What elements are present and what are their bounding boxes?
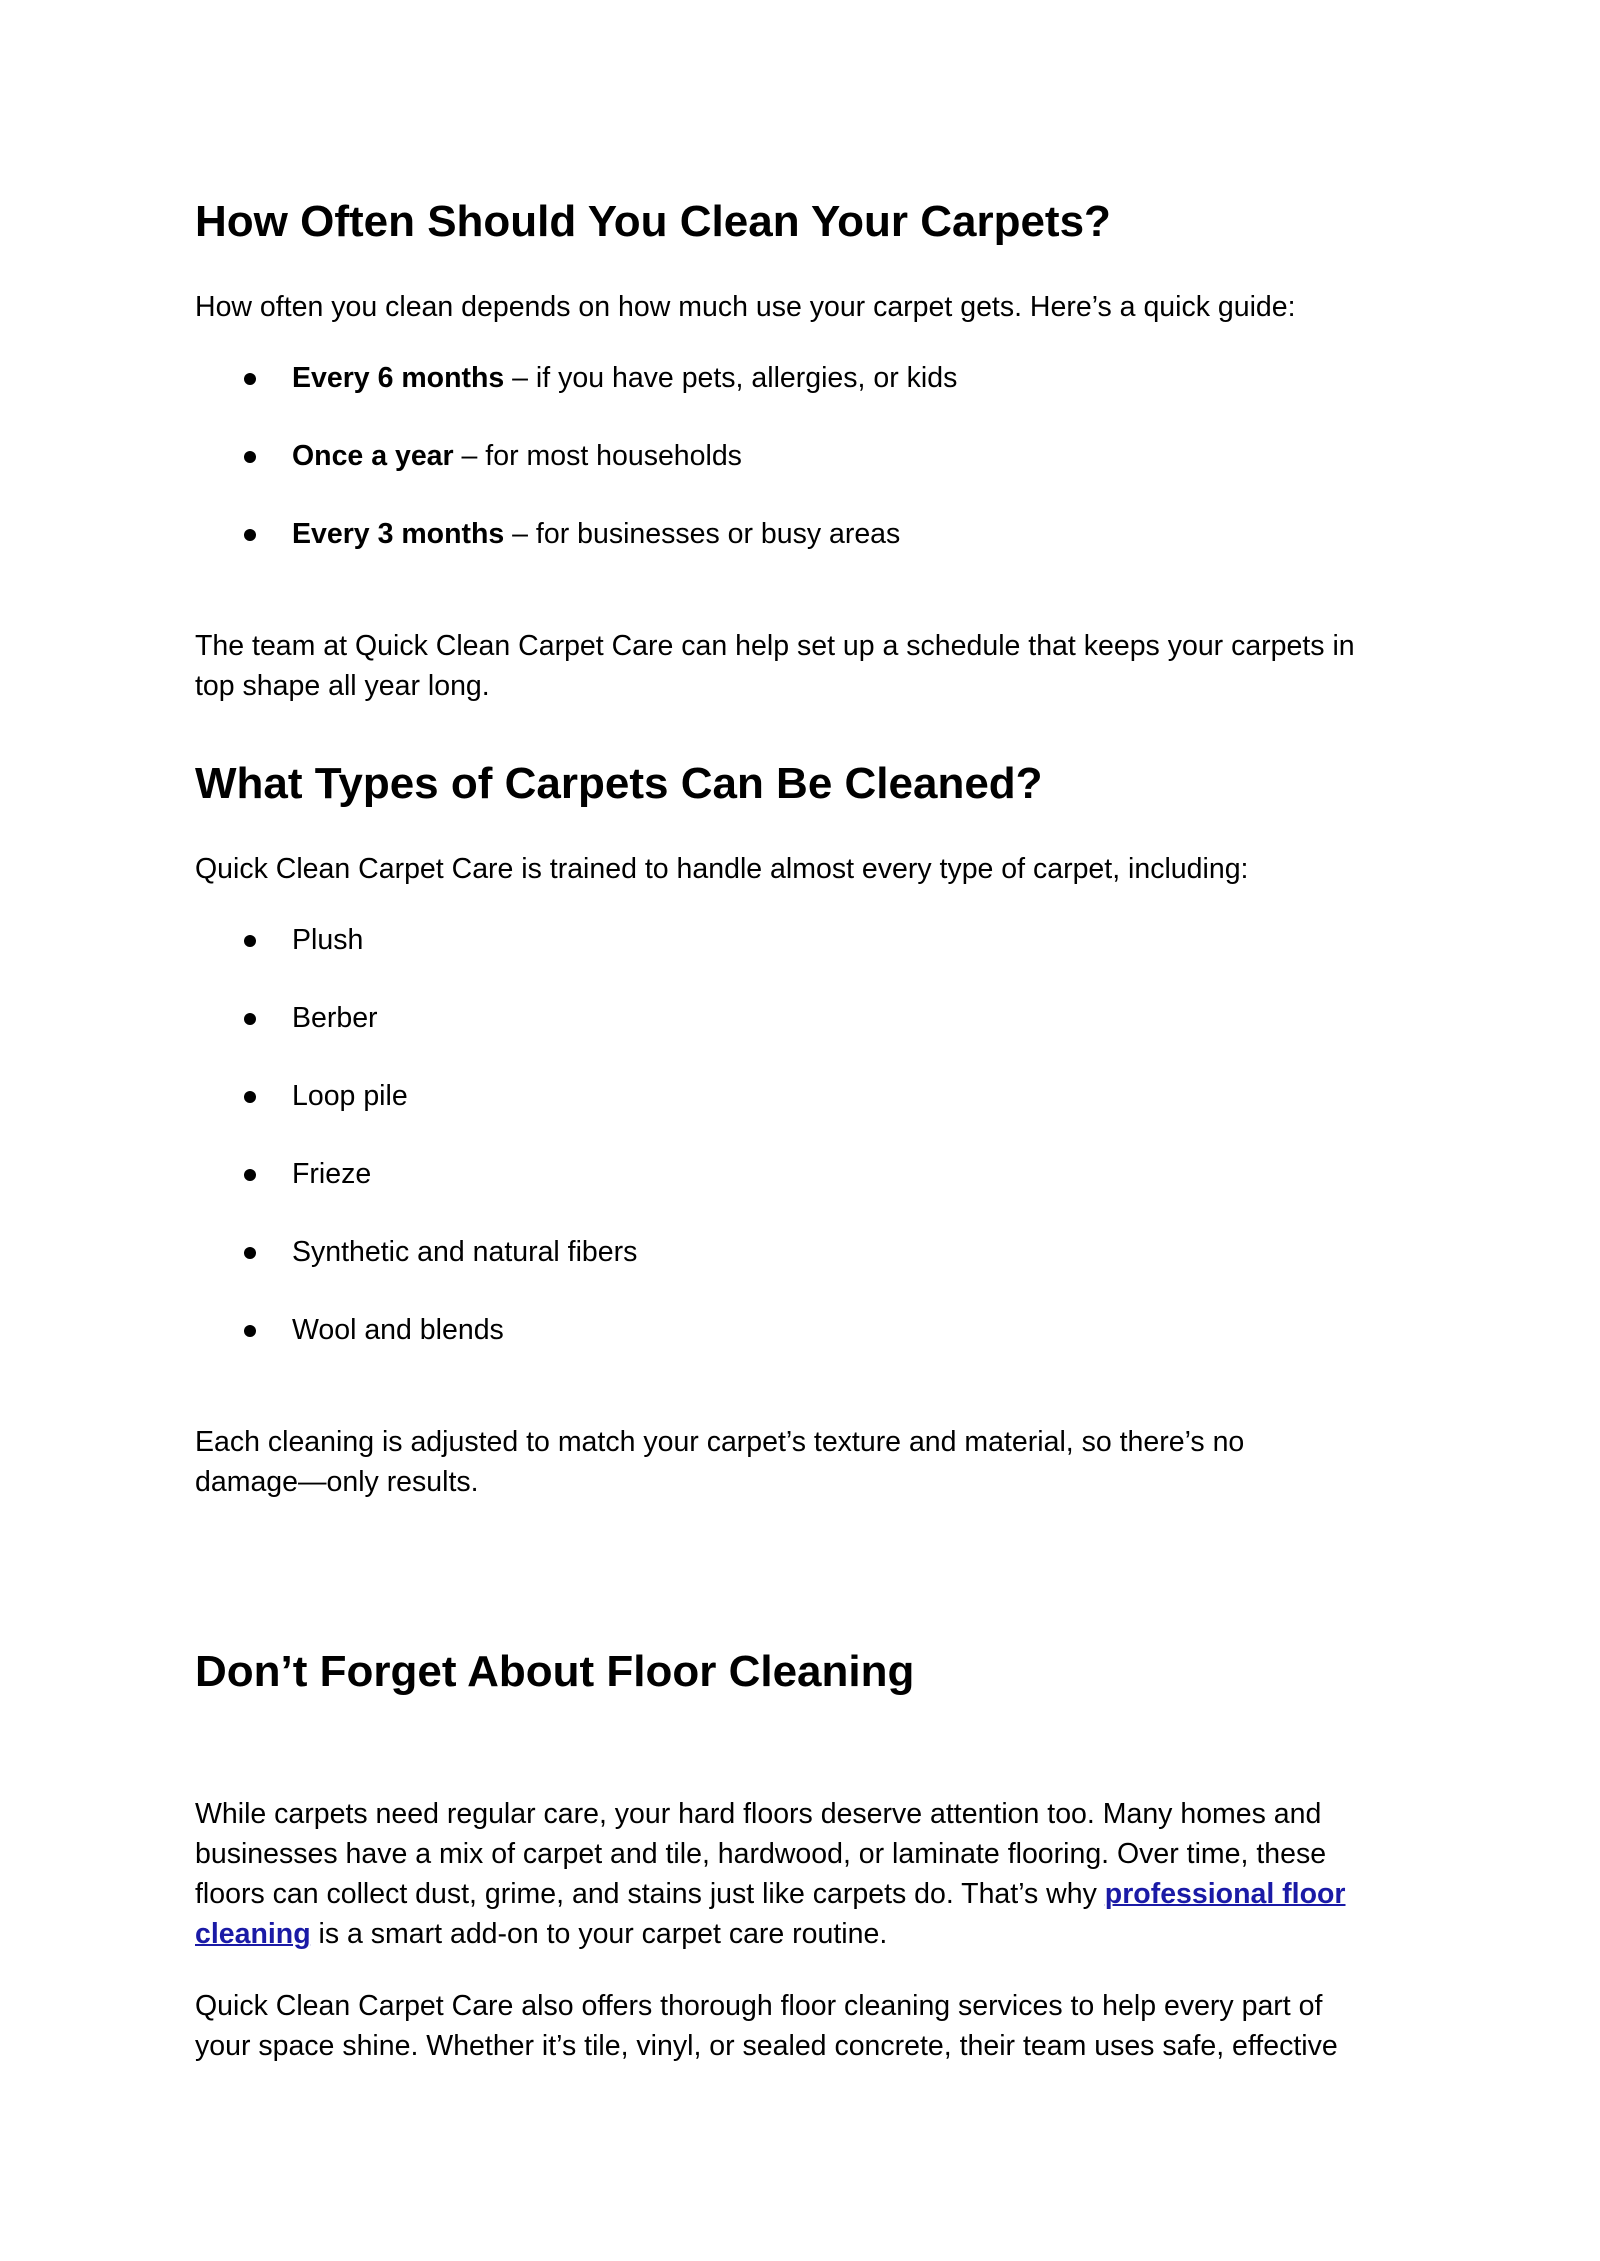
paragraph-line: While carpets need regular care, your hard floors deserve attention too. Many homes and <box>195 1798 1322 1830</box>
carpet-type: Plush <box>292 924 364 956</box>
paragraph-text: is a smart add-on to your carpet care routine. <box>310 1918 888 1950</box>
bullet-icon <box>244 529 256 541</box>
bullet-icon <box>244 1325 256 1337</box>
heading-how-often: How Often Should You Clean Your Carpets? <box>195 197 1111 246</box>
carpet-type: Wool and blends <box>292 1314 504 1346</box>
frequency-label: Every 6 months <box>292 362 505 394</box>
carpet-type: Synthetic and natural fibers <box>292 1236 638 1268</box>
paragraph-line: Quick Clean Carpet Care also offers thorough floor cleaning services to help every part of <box>195 1990 1323 2022</box>
bullet-icon <box>244 1169 256 1181</box>
heading-floor-cleaning: Don’t Forget About Floor Cleaning <box>195 1647 915 1696</box>
paragraph-line <box>195 1874 1346 1914</box>
closing-line: The team at Quick Clean Carpet Care can help set up a schedule that keeps your carpets in <box>195 630 1355 662</box>
bullet-icon <box>244 935 256 947</box>
intro-carpet-types: Quick Clean Carpet Care is trained to handle almost every type of carpet, including: <box>195 853 1249 885</box>
closing-line: top shape all year long. <box>195 670 490 702</box>
frequency-desc: – if you have pets, allergies, or kids <box>504 362 958 394</box>
paragraph-text: floors can collect dust, grime, and stains just like carpets do. That’s why <box>195 1878 1105 1910</box>
carpet-type: Frieze <box>292 1158 372 1190</box>
closing-line: damage—only results. <box>195 1466 479 1498</box>
closing-line: Each cleaning is adjusted to match your carpet’s texture and material, so there’s no <box>195 1426 1245 1458</box>
bullet-icon <box>244 451 256 463</box>
bullet-icon <box>244 1013 256 1025</box>
bullet-icon <box>244 373 256 385</box>
carpet-type: Berber <box>292 1002 378 1034</box>
frequency-desc: – for businesses or busy areas <box>504 518 901 550</box>
frequency-desc: – for most households <box>453 440 742 472</box>
bullet-icon <box>244 1247 256 1259</box>
professional-floor-cleaning-link[interactable]: professional floor <box>1104 1878 1346 1910</box>
professional-floor-cleaning-link-continued[interactable]: cleaning <box>195 1918 311 1950</box>
heading-carpet-types: What Types of Carpets Can Be Cleaned? <box>195 759 1043 808</box>
intro-how-often: How often you clean depends on how much use your carpet gets. Here’s a quick guide: <box>195 291 1296 323</box>
carpet-type: Loop pile <box>292 1080 408 1112</box>
bullet-icon <box>244 1091 256 1103</box>
paragraph-line <box>195 1914 887 1954</box>
paragraph-line: businesses have a mix of carpet and tile, hardwood, or laminate flooring. Over time, these <box>195 1838 1327 1870</box>
frequency-label: Once a year <box>292 440 454 472</box>
frequency-label: Every 3 months <box>292 518 505 550</box>
paragraph-line: your space shine. Whether it’s tile, vinyl, or sealed concrete, their team uses safe, effective <box>195 2030 1338 2062</box>
